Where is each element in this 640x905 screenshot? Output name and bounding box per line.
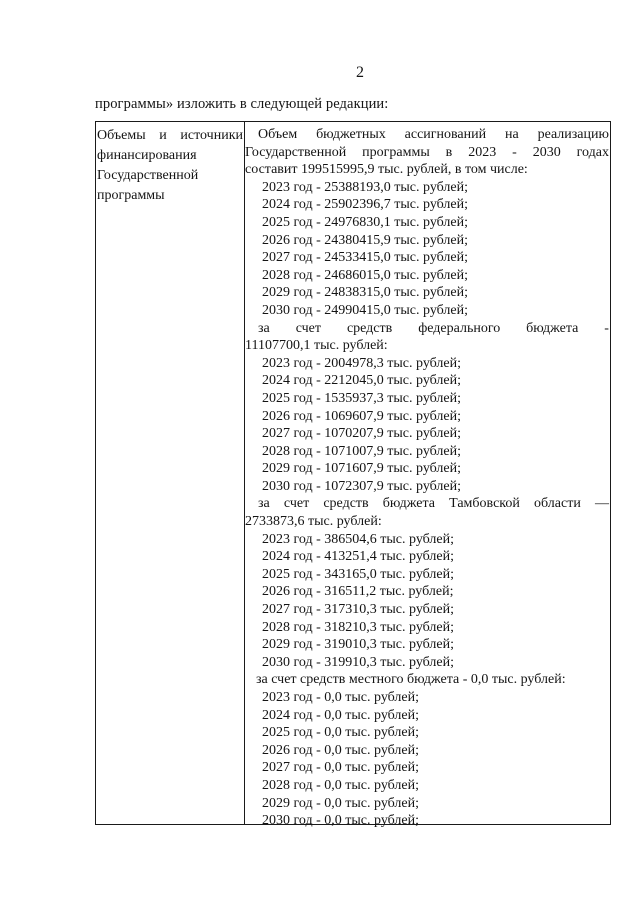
word: 2030 <box>532 144 561 160</box>
regional-year-line: 2027 год - 317310,3 тыс. рублей; <box>262 602 455 618</box>
word: Тамбовской <box>449 496 520 512</box>
total-intro-line-3: составит 199515995,9 тыс. рублей, в том числе: <box>245 162 528 178</box>
word: на <box>504 127 519 142</box>
local-header-line: за счет средств местного бюджета - 0,0 тыс. рублей: <box>256 672 566 688</box>
right-cell <box>245 126 610 830</box>
word: Объем <box>258 127 298 142</box>
total-year-line: 2025 год - 24976830,1 тыс. рублей; <box>262 214 469 230</box>
federal-year-line: 2025 год - 1535937,3 тыс. рублей; <box>262 390 462 406</box>
local-year-line: 2024 год - 0,0 тыс. рублей; <box>262 707 420 723</box>
word: средств <box>346 320 393 336</box>
word: программы <box>362 144 430 160</box>
total-year-line: 2028 год - 24686015,0 тыс. рублей; <box>262 267 469 283</box>
left-cell-word: источники <box>180 128 243 143</box>
word: за <box>258 320 270 336</box>
local-year-line: 2030 год - 0,0 тыс. рублей; <box>262 813 420 829</box>
total-year-line: 2026 год - 24380415,9 тыс. рублей; <box>262 232 469 248</box>
regional-year-line: 2026 год - 316511,2 тыс. рублей; <box>262 584 454 600</box>
total-year-line: 2024 год - 25902396,7 тыс. рублей; <box>262 197 469 213</box>
left-cell-line-4: программы <box>97 188 165 203</box>
left-cell-word: и <box>159 128 167 143</box>
word: 2023 <box>468 144 497 160</box>
regional-year-line: 2023 год - 386504,6 тыс. рублей; <box>262 531 455 547</box>
page-number: 2 <box>356 64 364 81</box>
total-intro-line-1 <box>245 126 610 144</box>
word: годах <box>576 144 609 160</box>
total-intro-line-2 <box>245 144 610 162</box>
word: - <box>604 320 609 336</box>
federal-year-line: 2028 год - 1071007,9 тыс. рублей; <box>262 443 462 459</box>
regional-year-line: 2024 год - 413251,4 тыс. рублей; <box>262 549 455 565</box>
federal-year-line: 2029 год - 1071607,9 тыс. рублей; <box>262 461 462 477</box>
word: счет <box>295 320 321 336</box>
word: Государственной <box>245 144 347 160</box>
regional-header-line-1 <box>245 495 610 513</box>
word: бюджетных <box>316 127 386 142</box>
word: бюджета <box>382 496 435 512</box>
left-cell-line-1 <box>97 126 243 146</box>
word: области <box>534 496 581 512</box>
word: счет <box>283 496 310 512</box>
regional-year-line: 2025 год - 343165,0 тыс. рублей; <box>262 566 455 582</box>
regional-header-line-2: 2733873,6 тыс. рублей: <box>245 514 382 530</box>
word: реализацию <box>537 127 609 142</box>
federal-year-line: 2024 год - 2212045,0 тыс. рублей; <box>262 373 462 389</box>
local-year-line: 2027 год - 0,0 тыс. рублей; <box>262 760 420 776</box>
local-year-line: 2029 год - 0,0 тыс. рублей; <box>262 795 420 811</box>
total-year-line: 2023 год - 25388193,0 тыс. рублей; <box>262 179 469 195</box>
federal-year-line: 2030 год - 1072307,9 тыс. рублей; <box>262 478 462 494</box>
total-year-line: 2027 год - 24533415,0 тыс. рублей; <box>262 250 469 266</box>
regional-year-line: 2029 год - 319010,3 тыс. рублей; <box>262 637 455 653</box>
local-year-line: 2023 год - 0,0 тыс. рублей; <box>262 690 420 705</box>
word: за <box>258 496 270 512</box>
word: — <box>594 496 609 512</box>
financing-table <box>95 121 611 829</box>
total-year-line: 2030 год - 24990415,0 тыс. рублей; <box>262 302 469 318</box>
local-year-line: 2026 год - 0,0 тыс. рублей; <box>262 742 420 758</box>
left-cell-word: Объемы <box>97 128 146 143</box>
federal-year-line: 2027 год - 1070207,9 тыс. рублей; <box>262 426 462 442</box>
federal-header-line-1 <box>245 320 610 338</box>
total-year-line: 2029 год - 24838315,0 тыс. рублей; <box>262 285 469 301</box>
word: в <box>445 144 453 160</box>
word: средств <box>323 496 369 512</box>
word: бюджета <box>526 320 579 336</box>
regional-year-line: 2030 год - 319910,3 тыс. рублей; <box>262 654 455 670</box>
local-year-line: 2025 год - 0,0 тыс. рублей; <box>262 725 420 741</box>
left-cell-line-2: финансирования <box>97 148 197 163</box>
left-cell <box>96 126 244 206</box>
local-year-line: 2028 год - 0,0 тыс. рублей; <box>262 777 420 793</box>
intro-text: программы» изложить в следующей редакции: <box>95 96 389 112</box>
federal-year-line: 2026 год - 1069607,9 тыс. рублей; <box>262 408 462 424</box>
federal-year-line: 2023 год - 2004978,3 тыс. рублей; <box>262 355 462 371</box>
word: федерального <box>418 320 501 336</box>
left-cell-line-3: Государственной <box>97 168 199 183</box>
word: - <box>512 144 517 160</box>
federal-header-line-2: 11107700,1 тыс. рублей: <box>245 338 388 354</box>
regional-year-line: 2028 год - 318210,3 тыс. рублей; <box>262 619 455 635</box>
word: ассигнований <box>404 127 487 142</box>
